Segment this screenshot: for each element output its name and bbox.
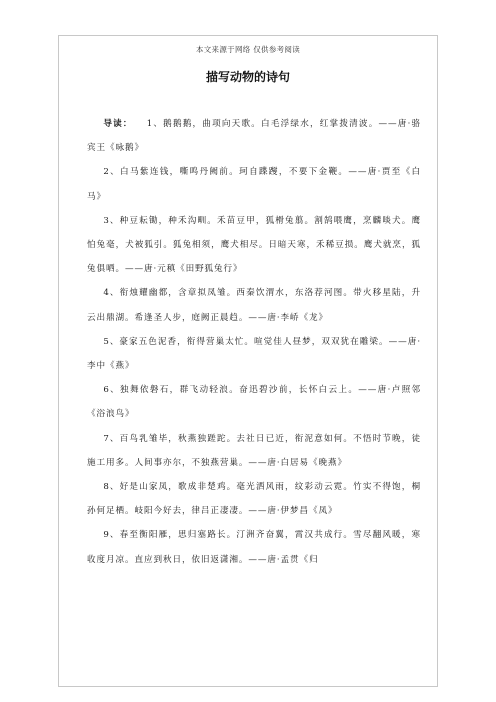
poem-item-5: 5、豪家五色泥香，衔得营巢太忙。喧觉佳人昼梦，双双犹在雕梁。——唐·李中《燕》 — [87, 336, 421, 372]
intro-label: 导读： — [103, 119, 133, 129]
source-disclaimer: 本文来源于网络 仅供参考阅读 — [195, 45, 301, 54]
poem-list — [87, 112, 421, 572]
poem-item-1 — [87, 112, 421, 160]
document-title: 描写动物的诗句 — [205, 70, 290, 84]
poem-item-8: 8、好是山家凤，歌成非楚鸡。毫光洒风雨，纹彩动云霓。竹实不得饱，桐孙何足栖。岐阳今好去，律吕正凄凄。——唐·伊梦昌《凤》 — [87, 482, 421, 517]
poem-item-9: 9、春至衡阳雁，思归塞路长。汀洲齐奋翼，霄汉共成行。雪尽翻风暖，寒收度月凉。直应到秋日，依旧返潇湘。——唐·孟贯《归 — [87, 530, 421, 565]
poem-item-6: 6、独舞依磐石，群飞动轻浪。奋迅碧沙前，长怀白云上。——唐·卢照邻《浴浪鸟》 — [87, 385, 421, 420]
poem-item-4: 4、衔烛耀幽都，含章拟凤雏。西秦饮渭水，东洛荐河图。带火移星陆，升云出鼎湖。希逢圣人步，庭阙正晨趋。——唐·李峤《龙》 — [87, 288, 421, 323]
poem-text: 1、鹅鹅鹅，曲项向天歌。白毛浮绿水，红掌拨清波。——唐·骆宾王《咏鹅》 — [87, 119, 421, 154]
poem-item-2: 2、白马紫连钱，嘶鸣丹阙前。珂自蹀躞，不要下金鞭。——唐·贾至《白马》 — [87, 167, 421, 202]
poem-item-7: 7、百鸟乳雏毕，秋燕独蹉跎。去社日已近，衔泥意如何。不悟时节晚，徒施工用多。人间事亦尔，不独燕营巢。——唐·白居易《晚燕》 — [87, 433, 421, 468]
poem-item-3: 3、种豆耘锄，种禾沟甽。禾苗豆甲，狐榾兔翦。割鹄喂鹰，烹麟啖犬。鹰怕兔毫，犬被狐引。狐兔相须，鹰犬相尽。日暗天寒，禾稀豆损。鹰犬就烹，狐兔俱哂。——唐·元稹《田野狐兔行》 — [87, 215, 421, 275]
